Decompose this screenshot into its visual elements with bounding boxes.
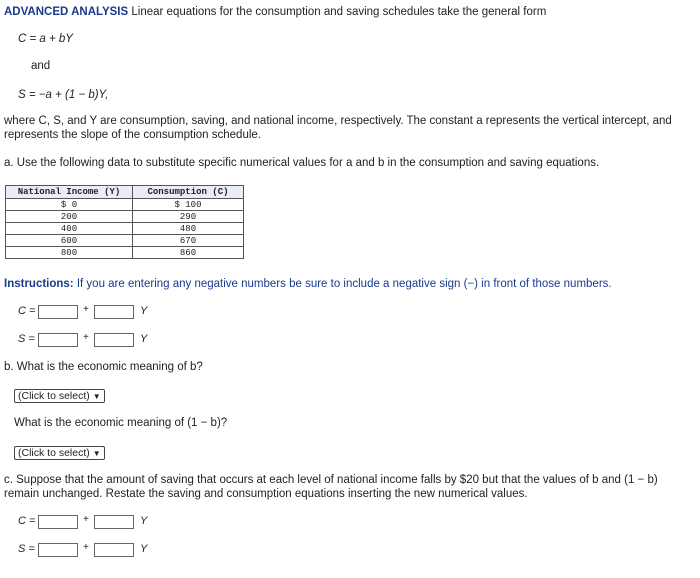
form-c-c-label: C =: [18, 515, 36, 527]
intro-line: [4, 6, 546, 18]
income-cell: 600: [6, 235, 133, 247]
column-header-national-income: National Income (Y): [6, 186, 133, 199]
form-a-c-plus: +: [83, 304, 89, 315]
part-a-prompt: a. Use the following data to substitute specific numerical values for a and b in the consumption and saving equations.: [4, 157, 600, 169]
form-c-s-y: Y: [140, 543, 148, 555]
where-text: where C, S, and Y are consumption, saving, and national income, respectively. The constant a represents the vertical intercept, and: [4, 115, 672, 127]
form-c-c-slope-input[interactable]: [94, 515, 134, 529]
form-c-c-plus: +: [83, 514, 89, 525]
table-row: [6, 211, 244, 223]
chevron-down-icon: ▼: [92, 449, 101, 458]
part-b2-select-value: (Click to select): [18, 447, 90, 459]
form-a-c-slope-input[interactable]: [94, 305, 134, 319]
data-table: [5, 185, 244, 259]
form-a-s-slope-input[interactable]: [94, 333, 134, 347]
consumption-cell: 670: [133, 235, 244, 247]
table-row: [6, 235, 244, 247]
intro-text: Linear equations for the consumption and saving schedules take the general form: [131, 6, 547, 18]
form-a-s-label: S =: [18, 333, 35, 345]
consumption-cell: $ 100: [133, 199, 244, 211]
instructions-label: Instructions:: [4, 278, 74, 290]
form-a-c-label: C =: [18, 305, 36, 317]
where-text-2: represents the slope of the consumption schedule.: [4, 129, 261, 141]
consumption-cell: 860: [133, 247, 244, 259]
consumption-cell: 480: [133, 223, 244, 235]
table-row: [6, 199, 244, 211]
instructions: [4, 278, 612, 290]
equation-consumption: C = a + bY: [18, 33, 73, 45]
part-c-prompt-2: remain unchanged. Restate the saving and consumption equations inserting the new numerical values.: [4, 488, 528, 500]
form-c-c-y: Y: [140, 515, 148, 527]
intro-heading: ADVANCED ANALYSIS: [4, 6, 129, 18]
income-cell: 800: [6, 247, 133, 259]
part-b-select-value: (Click to select): [18, 390, 90, 402]
part-b-select[interactable]: [14, 389, 105, 403]
income-cell: $ 0: [6, 199, 133, 211]
form-a-c-y: Y: [140, 305, 148, 317]
part-c-prompt: c. Suppose that the amount of saving that occurs at each level of national income falls by $20 but that the values of b and (1 − b): [4, 474, 658, 486]
table-row: [6, 223, 244, 235]
form-a-s-intercept-input[interactable]: [38, 333, 78, 347]
table-header-row: [6, 186, 244, 199]
column-header-consumption: Consumption (C): [133, 186, 244, 199]
form-c-c-intercept-input[interactable]: [38, 515, 78, 529]
form-a-s-y: Y: [140, 333, 148, 345]
table-row: [6, 247, 244, 259]
chevron-down-icon: ▼: [92, 392, 101, 401]
form-c-s-intercept-input[interactable]: [38, 543, 78, 557]
form-c-s-slope-input[interactable]: [94, 543, 134, 557]
form-c-s-plus: +: [83, 542, 89, 553]
form-c-s-label: S =: [18, 543, 35, 555]
equation-and: and: [31, 60, 51, 72]
income-cell: 400: [6, 223, 133, 235]
equation-saving: S = −a + (1 − b)Y,: [18, 89, 109, 101]
part-b-prompt: b. What is the economic meaning of b?: [4, 361, 203, 373]
part-b2-select[interactable]: [14, 446, 105, 460]
instructions-text: If you are entering any negative numbers be sure to include a negative sign (−) in front of those numbers.: [76, 278, 612, 290]
part-b2-prompt: What is the economic meaning of (1 − b)?: [14, 417, 228, 429]
consumption-cell: 290: [133, 211, 244, 223]
income-cell: 200: [6, 211, 133, 223]
form-a-c-intercept-input[interactable]: [38, 305, 78, 319]
form-a-s-plus: +: [83, 332, 89, 343]
